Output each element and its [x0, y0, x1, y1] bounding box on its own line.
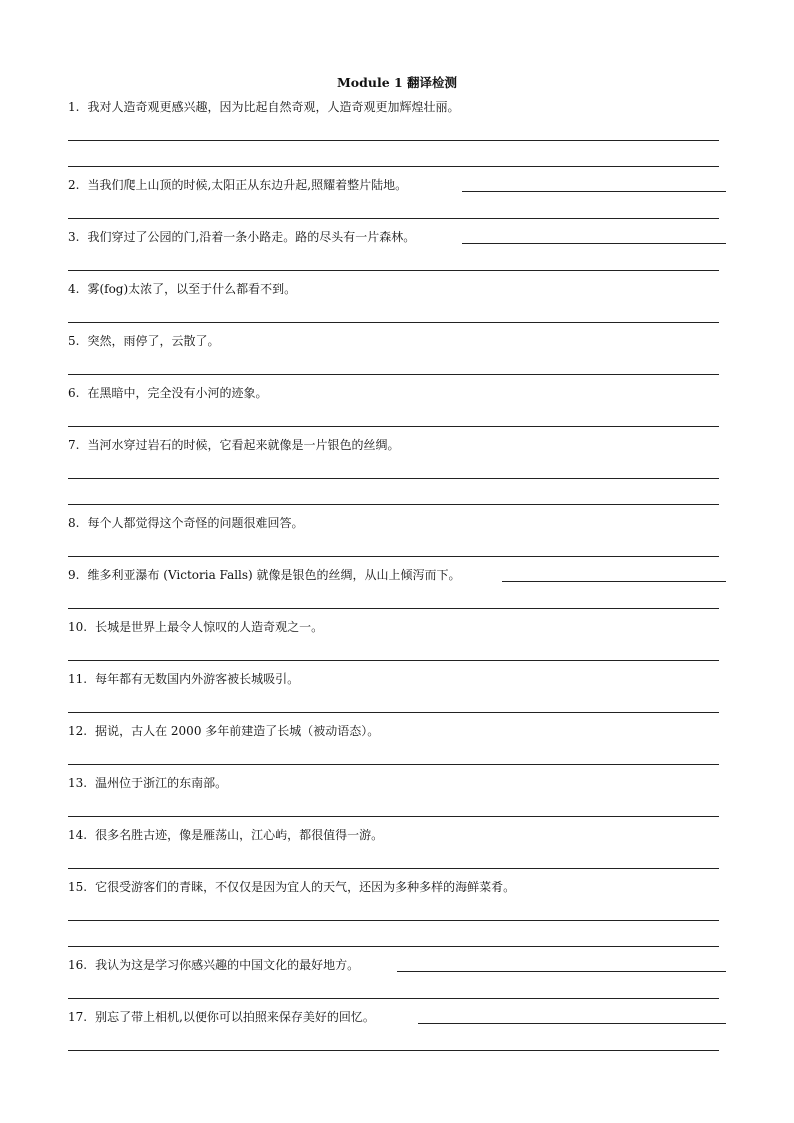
- question-text: 在黑暗中，完全没有小河的迹象。: [87, 386, 268, 400]
- question-number: 15.: [68, 880, 88, 894]
- answer-line[interactable]: [68, 556, 719, 557]
- question-text: 我认为这是学习你感兴趣的中国文化的最好地方。: [95, 958, 360, 972]
- question-text: 别忘了带上相机,以便你可以拍照来保存美好的回忆。: [95, 1010, 375, 1024]
- question-1: [68, 99, 459, 115]
- question-number: 9.: [68, 568, 80, 582]
- question-9: [68, 567, 461, 583]
- page-title: Module 1 翻译检测: [336, 75, 458, 90]
- question-number: 1.: [68, 100, 80, 114]
- answer-line[interactable]: [68, 608, 719, 609]
- question-7: [68, 437, 399, 453]
- answer-line[interactable]: [68, 1050, 719, 1051]
- question-text: 当我们爬上山顶的时候,太阳正从东边升起,照耀着整片陆地。: [87, 178, 408, 192]
- question-number: 14.: [68, 828, 88, 842]
- question-number: 10.: [68, 620, 88, 634]
- question-text: 每年都有无数国内外游客被长城吸引。: [95, 672, 300, 686]
- question-number: 5.: [68, 334, 80, 348]
- question-10: [68, 619, 323, 635]
- question-number: 12.: [68, 724, 88, 738]
- answer-line[interactable]: [418, 1023, 726, 1024]
- question-text: 温州位于浙江的东南部。: [95, 776, 228, 790]
- question-15: [68, 879, 515, 895]
- question-6: [68, 385, 267, 401]
- answer-line[interactable]: [68, 140, 719, 141]
- question-text: 突然，雨停了，云散了。: [87, 334, 220, 348]
- question-number: 17.: [68, 1010, 88, 1024]
- answer-line[interactable]: [68, 270, 719, 271]
- answer-line[interactable]: [68, 816, 719, 817]
- question-number: 7.: [68, 438, 80, 452]
- answer-line[interactable]: [462, 191, 726, 192]
- question-text: 很多名胜古迹，像是雁荡山，江心屿，都很值得一游。: [95, 828, 384, 842]
- question-number: 16.: [68, 958, 88, 972]
- question-text: 我对人造奇观更感兴趣，因为比起自然奇观，人造奇观更加辉煌壮丽。: [87, 100, 460, 114]
- question-text: 每个人都觉得这个奇怪的问题很难回答。: [87, 516, 304, 530]
- question-17: [68, 1009, 375, 1025]
- question-text: 雾(fog)太浓了，以至于什么都看不到。: [87, 282, 297, 296]
- answer-line[interactable]: [68, 660, 719, 661]
- question-text: 长城是世界上最令人惊叹的人造奇观之一。: [95, 620, 324, 634]
- question-4: [68, 281, 296, 297]
- answer-line[interactable]: [68, 920, 719, 921]
- question-number: 3.: [68, 230, 80, 244]
- answer-line[interactable]: [502, 581, 726, 582]
- answer-line[interactable]: [68, 374, 719, 375]
- answer-line[interactable]: [68, 764, 719, 765]
- answer-line[interactable]: [68, 868, 719, 869]
- question-8: [68, 515, 303, 531]
- answer-line[interactable]: [397, 971, 726, 972]
- question-number: 8.: [68, 516, 80, 530]
- question-3: [68, 229, 415, 245]
- answer-line[interactable]: [68, 478, 719, 479]
- answer-line[interactable]: [68, 504, 719, 505]
- question-number: 11.: [68, 672, 88, 686]
- answer-line[interactable]: [68, 946, 719, 947]
- question-number: 4.: [68, 282, 80, 296]
- answer-line[interactable]: [68, 166, 719, 167]
- question-14: [68, 827, 383, 843]
- question-text: 当河水穿过岩石的时候，它看起来就像是一片银色的丝绸。: [87, 438, 400, 452]
- answer-line[interactable]: [68, 712, 719, 713]
- question-number: 13.: [68, 776, 88, 790]
- question-11: [68, 671, 299, 687]
- answer-line[interactable]: [462, 243, 726, 244]
- question-2: [68, 177, 407, 193]
- answer-line[interactable]: [68, 322, 719, 323]
- question-number: 6.: [68, 386, 80, 400]
- answer-line[interactable]: [68, 426, 719, 427]
- question-13: [68, 775, 227, 791]
- question-text: 据说，古人在 2000 多年前建造了长城（被动语态）。: [95, 724, 380, 738]
- answer-line[interactable]: [68, 998, 719, 999]
- question-12: [68, 723, 379, 739]
- question-text: 维多利亚瀑布 (Victoria Falls) 就像是银色的丝绸，从山上倾泻而下。: [87, 568, 461, 582]
- question-text: 它很受游客们的青睐，不仅仅是因为宜人的天气，还因为多种多样的海鲜菜肴。: [95, 880, 516, 894]
- question-16: [68, 957, 359, 973]
- answer-line[interactable]: [68, 218, 719, 219]
- question-text: 我们穿过了公园的门,沿着一条小路走。路的尽头有一片森林。: [87, 230, 416, 244]
- question-5: [68, 333, 219, 349]
- question-number: 2.: [68, 178, 80, 192]
